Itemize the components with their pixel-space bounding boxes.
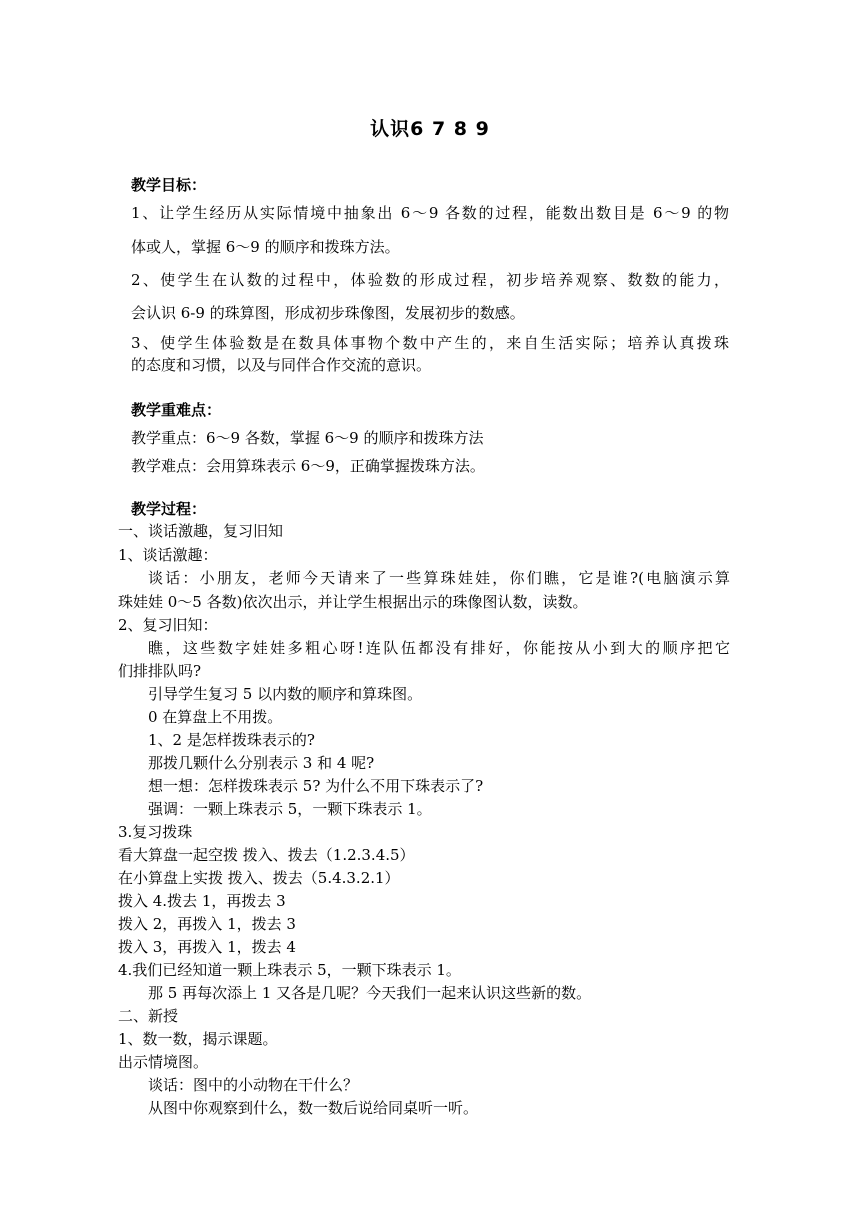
process-line: 强调：一颗上珠表示 5，一颗下珠表示 1。 [148,800,432,818]
process-line: 想一想：怎样拨珠表示 5? 为什么不用下珠表示了? [148,777,484,795]
process-line: 3.复习拨珠 [118,823,193,841]
objective-line: 体或人，掌握 6～9 的顺序和拨珠方法。 [131,238,400,256]
key-points-heading: 教学重难点： [131,401,222,419]
key-point-line: 教学重点：6～9 各数，掌握 6～9 的顺序和拨珠方法 [131,429,484,447]
process-line: 们排排队吗? [118,662,202,680]
process-line: 那 5 再每次添上 1 又各是几呢？今天我们一起来认识这些新的数。 [148,984,592,1002]
objectives-heading: 教学目标： [131,176,207,194]
process-line: 谈话：小朋友，老师今天请来了一些算珠娃娃，你们瞧，它是谁?(电脑演示算 [148,569,730,587]
process-line: 谈话：图中的小动物在干什么？ [148,1076,359,1094]
process-line: 拨入 2，再拨入 1，拨去 3 [118,915,296,933]
process-line: 引导学生复习 5 以内数的顺序和算珠图。 [148,685,423,703]
objective-line: 3、使学生体验数是在数具体事物个数中产生的，来自生活实际；培养认真拨珠 [131,334,729,352]
process-line: 4.我们已经知道一颗上珠表示 5，一颗下珠表示 1。 [118,961,461,979]
process-heading: 教学过程： [131,500,207,518]
objective-line: 2、使学生在认数的过程中，体验数的形成过程，初步培养观察、数数的能力， [131,271,729,289]
process-line: 那拨几颗什么分别表示 3 和 4 呢? [148,754,375,772]
process-line: 2、复习旧知： [118,616,218,634]
process-line: 拨入 4.拨去 1，再拨去 3 [118,892,286,910]
process-line: 一、谈话激趣，复习旧知 [118,522,284,540]
page-title: 认识6 7 8 9 [370,118,490,140]
process-line: 二、新授 [118,1007,179,1025]
process-line: 出示情境图。 [118,1053,209,1071]
objective-line: 的态度和习惯，以及与同伴合作交流的意识。 [131,356,432,374]
objective-line: 1、让学生经历从实际情境中抽象出 6～9 各数的过程，能数出数目是 6～9 的物 [131,204,729,222]
process-line: 珠娃娃 0～5 各数)依次出示，并让学生根据出示的珠像图认数，读数。 [118,593,588,611]
process-line: 0 在算盘上不用拨。 [148,708,283,726]
process-line: 从图中你观察到什么，数一数后说给同桌听一听。 [148,1099,479,1117]
process-line: 看大算盘一起空拨 拨入、拨去（1.2.3.4.5） [118,846,415,864]
process-line: 拨入 3，再拨入 1，拨去 4 [118,938,296,956]
key-point-line: 教学难点：会用算珠表示 6～9，正确掌握拨珠方法。 [131,457,485,475]
process-line: 1、2 是怎样拨珠表示的? [148,731,315,749]
process-line: 在小算盘上实拨 拨入、拨去（5.4.3.2.1） [118,869,400,887]
process-line: 1、数一数，揭示课题。 [118,1030,278,1048]
process-line: 1、谈话激趣： [118,546,218,564]
objective-line: 会认识 6-9 的珠算图，形成初步珠像图，发展初步的数感。 [131,304,525,322]
process-line: 瞧，这些数字娃娃多粗心呀!连队伍都没有排好，你能按从小到大的顺序把它 [148,639,730,657]
